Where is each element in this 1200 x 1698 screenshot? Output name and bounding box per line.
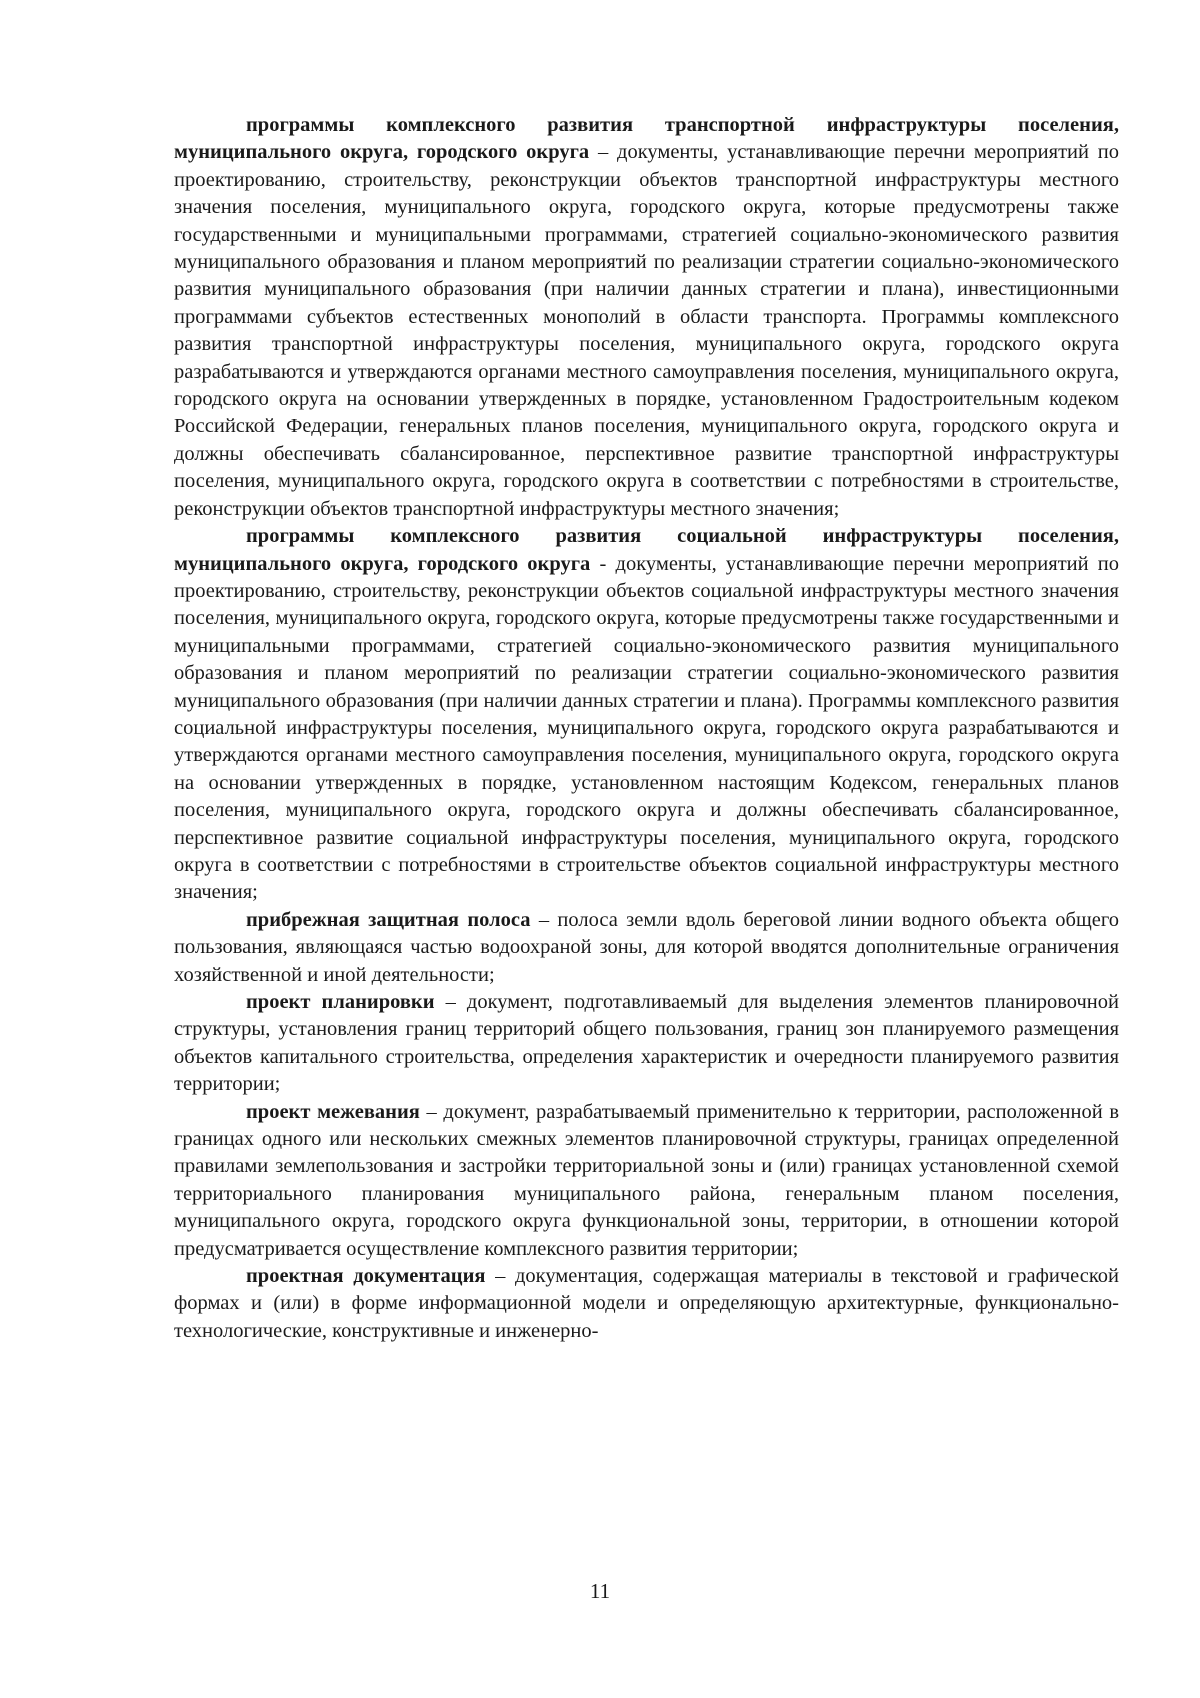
definition-term: программы комплексного развития транспортной инфраструктуры поселения, муниципального округа, городского округа: [174, 114, 1119, 164]
definition-text: - документы, устанавливающие перечни мероприятий по проектированию, строительству, реконструкции объектов социальной инфраструктуры местного значения поселения, муниципального округа, городского округа, которые предусмотрены также государственными и муниципальными программами, стратегией социально-экономического развития муниципального образования и планом мероприятий по реализации стратегии социально-экономического развития муниципального образования (при наличии данных стратегии и плана). Программы комплексного развития социальной инфраструктуры поселения, муниципального округа, городского округа разрабатываются и утверждаются органами местного самоуправления поселения, муниципального округа, городского округа на основании утвержденных в порядке, установленном настоящим Кодексом, генеральных планов поселения, муниципального округа, городского округа и должны обеспечивать сбалансированное, перспективное развитие социальной инфраструктуры поселения, муниципального округа, городского округа в соответствии с потребностями в строительстве объектов социальной инфраструктуры местного значения;: [174, 552, 1120, 904]
document-page: [174, 112, 1119, 1345]
definition-text: – документы, устанавливающие перечни мероприятий по проектированию, строительству, реконструкции объектов транспортной инфраструктуры местного значения поселения, муниципального округа, городского округа, которые предусмотрены также государственными и муниципальными программами, стратегией социально-экономического развития муниципального образования и планом мероприятий по реализации стратегии социально-экономического развития муниципального образования (при наличии данных стратегии и плана), инвестиционными программами субъектов естественных монополий в области транспорта. Программы комплексного развития транспортной инфраструктуры поселения, муниципального округа, городского округа разрабатываются и утверждаются органами местного самоуправления поселения, муниципального округа, городского округа на основании утвержденных в порядке, установленном Градостроительным кодеком Российской Федерации, генеральных планов поселения, муниципального округа, городского округа и должны обеспечивать сбалансированное, перспективное развитие транспортной инфраструктуры поселения, муниципального округа, городского округа в соответствии с потребностями в строительстве, реконструкции объектов транспортной инфраструктуры местного значения;: [174, 141, 1120, 520]
definition-paragraph-4: [174, 989, 1119, 1099]
definition-paragraph-5: [174, 1099, 1119, 1263]
definition-paragraph-3: [174, 907, 1119, 989]
definition-term: проект планировки: [246, 991, 435, 1013]
definition-paragraph-1: [174, 112, 1119, 523]
definition-term: проект межевания: [246, 1100, 420, 1123]
page-number: 11: [589, 1579, 611, 1603]
definition-term: прибрежная защитная полоса: [246, 908, 531, 931]
definition-text: – полоса земли вдоль береговой линии водного объекта общего пользования, являющаяся частью водоохраной зоны, для которой вводятся дополнительные ограничения хозяйственной и иной деятельности;: [174, 908, 1119, 986]
definition-term: программы комплексного развития социальной инфраструктуры поселения, муниципального округа, городского округа: [174, 525, 1119, 575]
definition-text: – документ, подготавливаемый для выделения элементов планировочной структуры, установления границ территорий общего пользования, границ зон планируемого размещения объектов капитального строительства, определения характеристик и очередности планируемого развития территории;: [174, 991, 1119, 1096]
definition-text: – документ, разрабатываемый применительно к территории, расположенной в границах одного или нескольких смежных элементов планировочной структуры, границах определенной правилами землепользования и застройки территориальной зоны и (или) границах установленной схемой территориального планирования муниципального района, генеральным планом поселения, муниципального округа, городского округа функциональной зоны, территории, в отношении которой предусматривается осуществление комплексного развития территории;: [174, 1100, 1119, 1260]
definition-paragraph-6: [174, 1263, 1119, 1345]
definition-term: проектная документация: [246, 1265, 486, 1288]
definition-text: – документация, содержащая материалы в текстовой и графической формах и (или) в форме информационной модели и определяющую архитектурные, функционально-технологические, конструктивные и инженерно-: [174, 1265, 1120, 1342]
definition-paragraph-2: [174, 523, 1119, 907]
